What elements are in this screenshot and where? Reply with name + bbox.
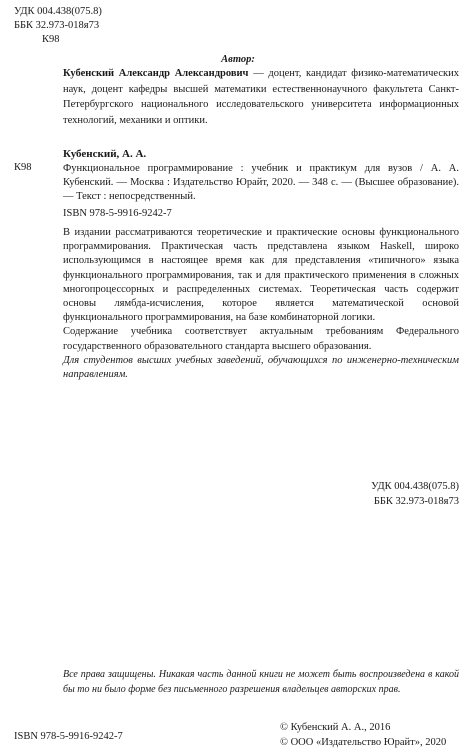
- isbn-bottom: ISBN 978-5-9916-9242-7: [14, 731, 123, 742]
- bbk-code-right: ББК 32.973-018я73: [373, 496, 459, 507]
- abstract-paragraph: Содержание учебника соответствует актуальным требованиям Федерального государственного образовательного стандарта высшего образования.: [63, 326, 459, 352]
- author-info: [63, 66, 459, 128]
- author-mark: К98: [42, 34, 60, 45]
- isbn: ISBN 978-5-9916-9242-7: [63, 208, 172, 219]
- copyright-block: [280, 721, 446, 750]
- copyright-author: © Кубенский А. А., 2016: [280, 722, 391, 733]
- abstract: [63, 226, 459, 382]
- bibliographic-description: Функциональное программирование : учебник и практикум для вузов / А. А. Кубенский. — Москва : Издательство Юрайт, 2020. — 348 с. — (Высшее образование). — Текст : непосредственный.: [63, 163, 459, 202]
- author-heading: Автор:: [221, 54, 255, 65]
- bbk-code: ББК 32.973-018я73: [14, 20, 100, 31]
- udk-code-right: УДК 004.438(075.8): [371, 481, 459, 492]
- audience-note: Для студентов высших учебных заведений, обучающихся по инженерно-техническим направлениям.: [63, 354, 459, 381]
- author-description: — доцент, кандидат физико-математических наук, доцент кафедры высшей математики естественнонаучного факультета Санкт-Петербургского национального исследовательского университета информационных технологий, механики и оптики.: [63, 68, 459, 126]
- copyright-publisher: © ООО «Издательство Юрайт», 2020: [280, 736, 447, 748]
- book-author: Кубенский, А. А.: [63, 148, 147, 160]
- index-block: [371, 479, 459, 509]
- side-author-mark: К98: [14, 162, 32, 173]
- udk-code: УДК 004.438(075.8): [14, 6, 102, 17]
- author-name: Кубенский Александр Александрович: [63, 68, 249, 79]
- rights-notice: Все права защищены. Никакая часть данной книги не может быть воспроизведена в какой бы то ни было форме без письменного разрешения владельцев авторских прав.: [63, 669, 459, 695]
- abstract-paragraph: В издании рассматриваются теоретические и практические основы функционального программирования. Практическая часть представлена языком Haskell, широко использующимся в настоящее время как для представления «типичного» языка функционального программирования, так и для практического применения в сложных многопроцессорных и распределенных системах. Теоретическая часть содержит основы лямбда-исчисления, которое является математической основой функционального программирования, на базе комбинаторной логики.: [63, 227, 459, 324]
